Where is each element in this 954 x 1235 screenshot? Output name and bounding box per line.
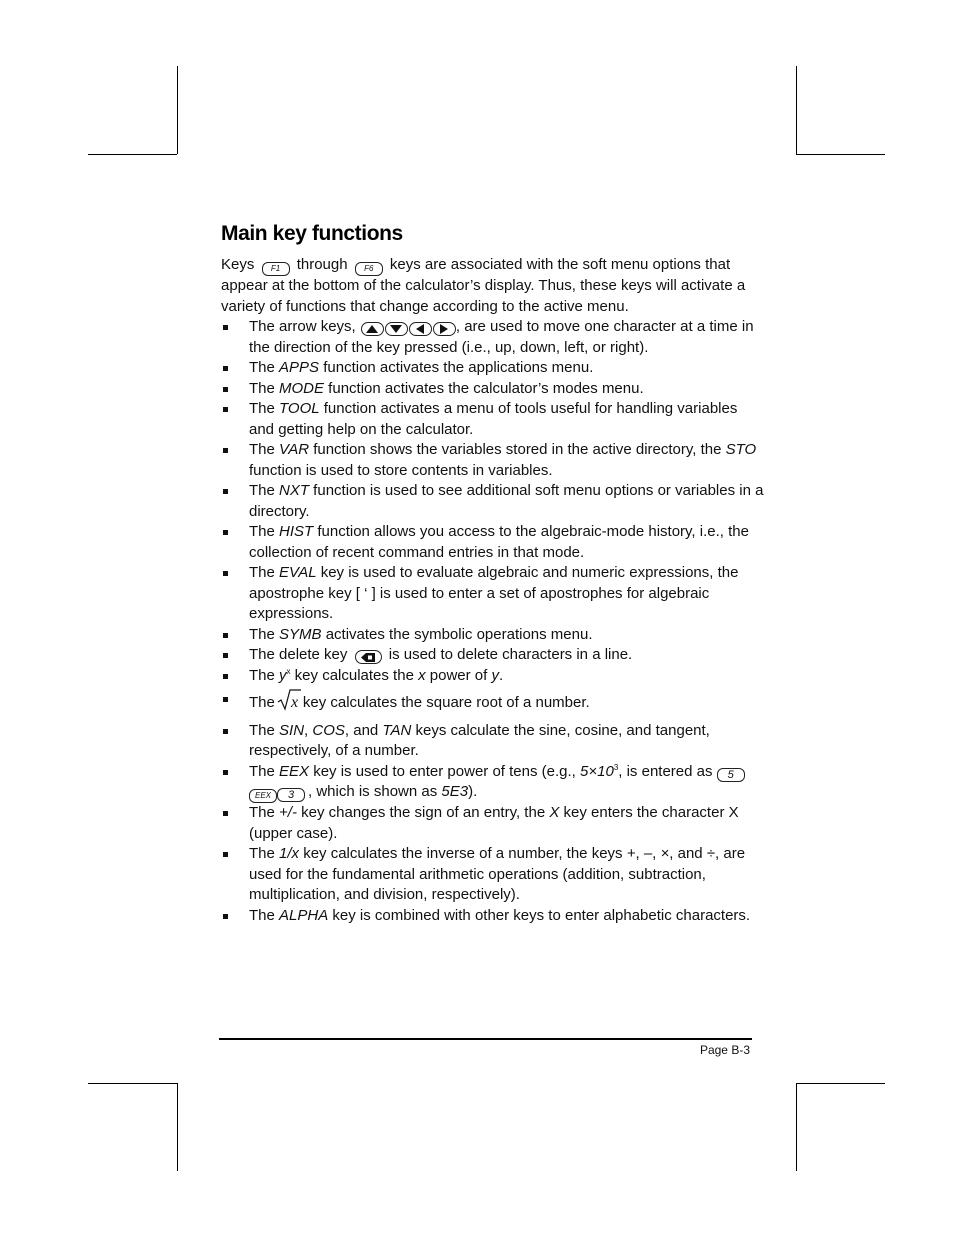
section-body [221, 255, 766, 926]
list-item-delete: The delete key is used to delete characters in a line. [221, 645, 766, 666]
list-item-var-sto: The VAR function shows the variables stored in the active directory, the STO function is used to store contents in variables. [221, 440, 766, 481]
crop-mark-top-left-horizontal [88, 154, 177, 155]
crop-mark-bottom-left-horizontal [88, 1083, 177, 1084]
up-arrow-key-icon [361, 322, 384, 336]
list-item-trig: The SIN, COS, and TAN keys calculate the sine, cosine, and tangent, respectively, of a number. [221, 721, 766, 762]
list-item-nxt: The NXT function is used to see additional soft menu options or variables in a directory. [221, 481, 766, 522]
list-item-y-power-x: The $y^x$ key calculates the x power of y. [221, 666, 766, 687]
list-item-alpha: The ALPHA key is combined with other keys to enter alphabetic characters. [221, 906, 766, 927]
list-item-arrow-keys: The arrow keys, , are used to move one character at a time in the direction of the key pressed (i.e., up, down, left, or right). [221, 317, 766, 358]
key-function-list [221, 317, 766, 926]
list-item-symb: The SYMB activates the symbolic operations menu. [221, 625, 766, 646]
list-item-tool: The TOOL function activates a menu of tools useful for handling variables and getting help on the calculator. [221, 399, 766, 440]
intro-text-1: Keys [221, 256, 255, 273]
crop-mark-bottom-right-vertical [796, 1083, 797, 1171]
crop-mark-top-right-horizontal [796, 154, 885, 155]
intro-text-3: keys are associated with the soft menu options that appear at the bottom of the calculator’s display. Thus, these keys will activate a variety of functions that change according to the active menu. [221, 256, 746, 315]
left-arrow-key-icon [409, 322, 432, 336]
list-item-mode: The MODE function activates the calculator’s modes menu. [221, 379, 766, 400]
list-item-square-root: The x key calculates the square root of a number. [221, 689, 766, 718]
square-root-icon [277, 689, 301, 718]
eex-key-icon: EEX [249, 789, 277, 803]
page-number: Page B-3 [699, 1043, 750, 1057]
crop-mark-top-right-vertical [796, 66, 797, 154]
five-key-icon: 5 [717, 768, 745, 782]
svg-text:x: x [290, 694, 298, 711]
crop-mark-bottom-right-horizontal [796, 1083, 885, 1084]
intro-paragraph [221, 255, 766, 317]
list-item-sign: The +/- key changes the sign of an entry, the X key enters the character X (upper case). [221, 803, 766, 844]
crop-mark-top-left-vertical [177, 66, 178, 154]
list-item-eex: The EEX key is used to enter power of tens (e.g., $5\times 10^3$, is entered as 5EEX 3 , which is shown as 5E3). [221, 762, 766, 804]
f1-key-icon: F1 [262, 262, 290, 276]
delete-key-icon [355, 650, 382, 664]
three-key-icon: 3 [277, 788, 305, 802]
crop-mark-bottom-left-vertical [177, 1083, 178, 1171]
footer-rule [219, 1038, 752, 1040]
down-arrow-key-icon [385, 322, 408, 336]
right-arrow-key-icon [433, 322, 456, 336]
list-item-apps: The APPS function activates the applications menu. [221, 358, 766, 379]
list-item-hist: The HIST function allows you access to the algebraic-mode history, i.e., the collection of recent command entries in that mode. [221, 522, 766, 563]
list-item-arithmetic: The 1/x key calculates the inverse of a number, the keys +, –, ×, and ÷, are used for the fundamental arithmetic operations (addition, subtraction, multiplication, and division, respectively). [221, 844, 766, 906]
intro-text-2: through [296, 256, 348, 273]
f6-key-icon: F6 [355, 262, 383, 276]
list-item-eval: The EVAL key is used to evaluate algebraic and numeric expressions, the apostrophe key [ ‘ ] is used to enter a set of apostrophes for algebraic expressions. [221, 563, 766, 625]
section-heading: Main key functions [221, 222, 403, 245]
